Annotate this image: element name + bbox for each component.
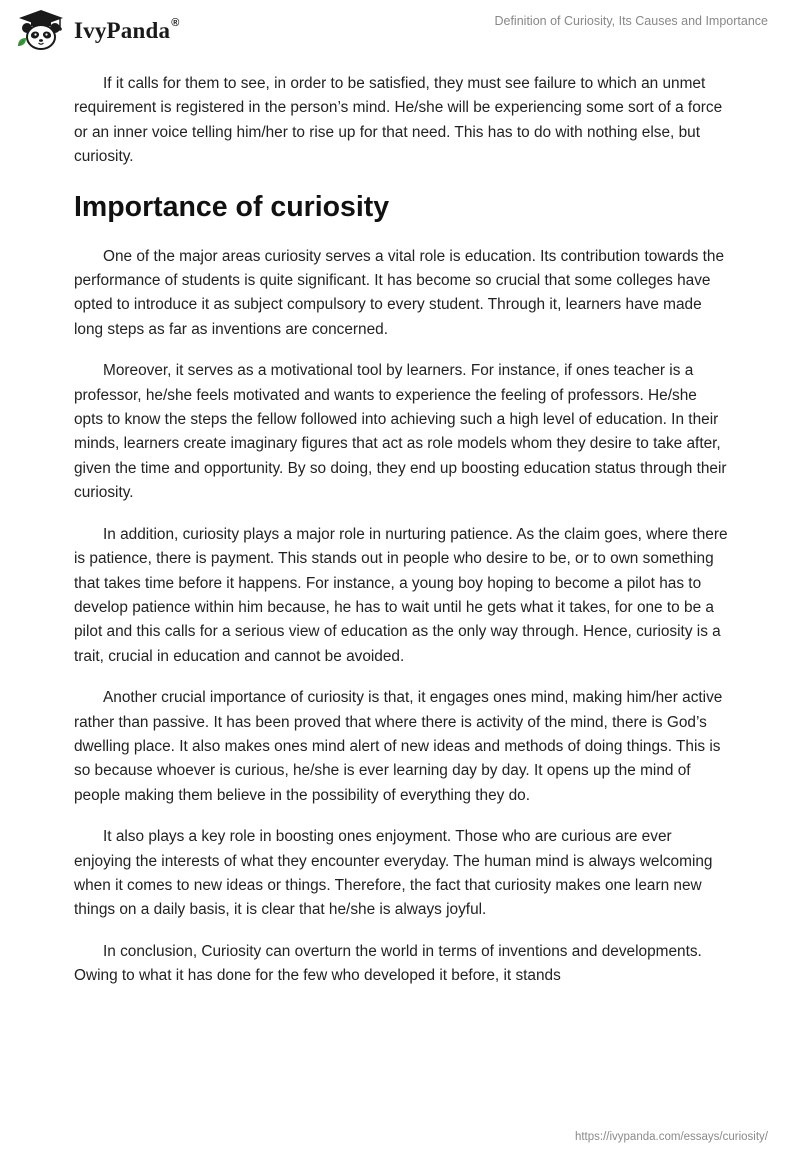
paragraph-conclusion: In conclusion, Curiosity can overturn the world in terms of inventions and developments. Owing to what it has done for the few who developed it before, it stands bbox=[74, 942, 702, 985]
paragraph-active-mind: Another crucial importance of curiosity is that, it engages ones mind, making him/her active rather than passive. It has been proved that where there is activity of the mind, there is God’s dwelling place. It also makes ones mind alert of new ideas and methods of doing things. This is so because whoever is curious, he/she is ever learning day by day. It opens up the mind of people making them believe in the possibility of everything they do. bbox=[74, 689, 723, 804]
registered-mark: ® bbox=[171, 17, 180, 30]
logo-text: IvyPanda bbox=[74, 18, 171, 43]
paragraph-education: One of the major areas curiosity serves a vital role is education. Its contribution towards the performance of students is quite significant. It has become so crucial that some colleges have opted to introduce it as subject compulsory to every student. Through it, learners have made long steps as far as inventions are concerned. bbox=[74, 247, 725, 338]
paragraph-enjoyment: It also plays a key role in boosting ones enjoyment. Those who are curious are ever enjoying the interests of what they encounter everyday. The human mind is always welcoming when it comes to new ideas or things. Therefore, the fact that curiosity makes one learn new things on a daily basis, it is clear that he/she is always joyful. bbox=[74, 828, 713, 919]
intro-paragraph: If it calls for them to see, in order to be satisfied, they must see failure to which an unmet requirement is registered in the person’s mind. He/she will be experiencing some sort of a force or an inner voice telling him/her to rise up for that need. This has to do with nothing else, but curiosity. bbox=[74, 75, 723, 166]
panda-graduate-icon bbox=[14, 8, 68, 52]
source-url[interactable]: https://ivypanda.com/essays/curiosity/ bbox=[574, 1131, 768, 1143]
section-heading: Importance of curiosity bbox=[74, 190, 390, 223]
ivypanda-logo[interactable] bbox=[14, 8, 180, 52]
page-header bbox=[0, 0, 800, 64]
paragraph-patience: In addition, curiosity plays a major role in nurturing patience. As the claim goes, where there is patience, there is payment. This stands out in people who desire to be, or to own something that takes time before it happens. For instance, a young boy hoping to become a pilot has to develop patience within him because, he has to wait until he gets what it takes, for one to be a pilot and this calls for a serious view of education as the only way through. Hence, curiosity is a trait, crucial in education and cannot be avoided. bbox=[74, 525, 728, 665]
paragraph-motivation: Moreover, it serves as a motivational tool by learners. For instance, if ones teacher is a professor, he/she feels motivated and wants to experience the feeling of professors. He/she opts to know the steps the fellow followed into achieving such a high level of education. In their minds, learners create imaginary figures that act as role models whom they desire to take after, given the time and opportunity. By so doing, they end up boosting education status through their curiosity. bbox=[74, 362, 727, 502]
article-body bbox=[74, 72, 730, 1006]
document-title: Definition of Curiosity, Its Causes and Importance bbox=[494, 14, 768, 28]
logo-wordmark bbox=[74, 18, 180, 44]
